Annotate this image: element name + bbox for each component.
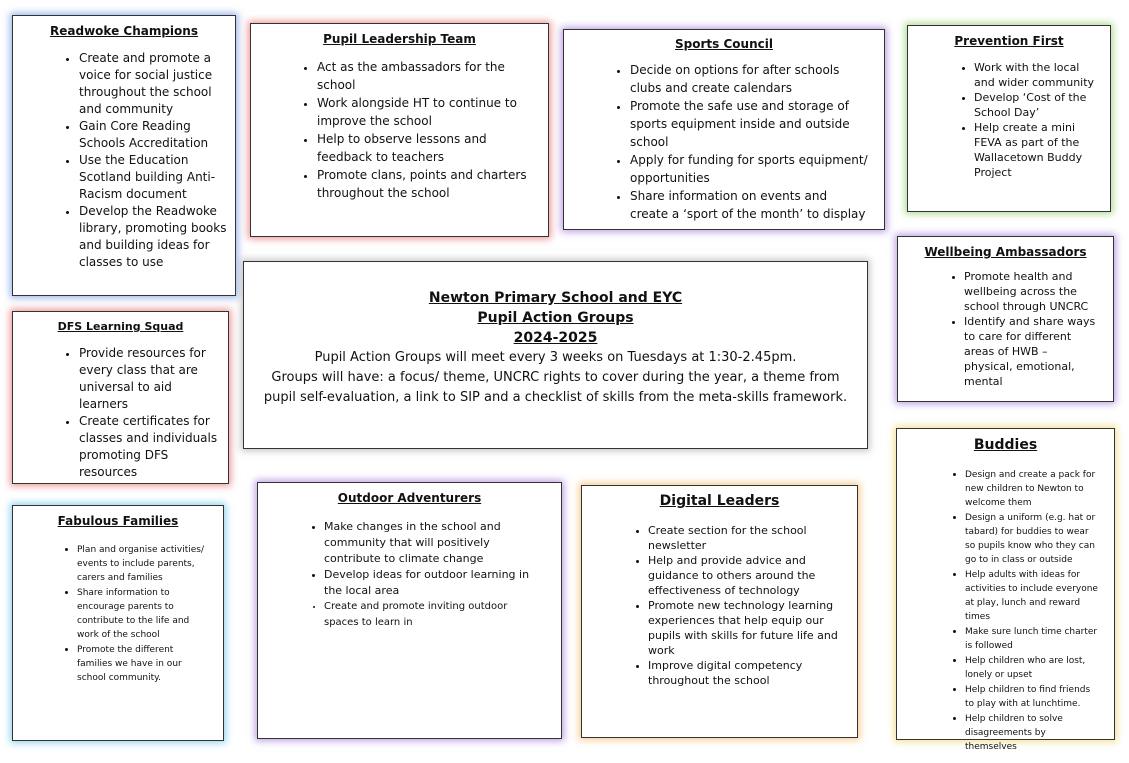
list-item: • Work with the local and wider community xyxy=(974,60,1098,90)
list-item: • Identify and share ways to care for different areas of HWB – physical, emotional, mental xyxy=(964,314,1099,389)
card-title: DFS Learning Squad xyxy=(57,320,184,333)
fabulous-families-card xyxy=(12,505,224,741)
list-item: • Promote clans, points and charters throughout the school xyxy=(317,166,536,202)
list-item: • Share information to encourage parents to contribute to the life and work of the school xyxy=(77,585,211,642)
card-title: Pupil Leadership Team xyxy=(323,32,476,46)
card-title: Digital Leaders xyxy=(659,493,780,509)
list-item: • Design a uniform (e.g. hat or tabard) for buddies to wear so pupils know who they can go to in class or outside xyxy=(965,510,1100,567)
card-title: Wellbeing Ambassadors xyxy=(924,245,1087,259)
card-title: Sports Council xyxy=(675,37,773,51)
wellbeing-ambassadors-card xyxy=(897,236,1114,402)
list-item: • Promote the safe use and storage of sports equipment inside and outside school xyxy=(630,97,868,151)
list-item: • Apply for funding for sports equipment/ opportunities xyxy=(630,151,868,187)
card-title: Readwoke Champions xyxy=(50,24,198,38)
list-item: • Improve digital competency throughout the school xyxy=(648,658,841,688)
list-item: • Design and create a pack for new children to Newton to welcome them xyxy=(965,467,1100,510)
sports-council-card xyxy=(563,29,885,230)
school-header-card xyxy=(243,261,868,449)
pupil-leadership-team-card xyxy=(250,23,549,237)
groups-title: Pupil Action Groups xyxy=(477,310,634,326)
list-item: • Help and provide advice and guidance to others around the effectiveness of technology xyxy=(648,553,841,598)
list-item: • Plan and organise activities/ events to include parents, carers and families xyxy=(77,542,211,585)
list-item: • Develop ‘Cost of the School Day’ xyxy=(974,90,1098,120)
list-item: • Decide on options for after schools clubs and create calendars xyxy=(630,61,868,97)
card-title: Outdoor Adventurers xyxy=(337,491,482,505)
buddies-card xyxy=(896,428,1115,752)
list-item: • Develop the Readwoke library, promoting books and building ideas for classes to use xyxy=(79,203,227,271)
groups-info: Groups will have: a focus/ theme, UNCRC rights to cover during the year, a theme from pupil self-evaluation, a link to SIP and a checklist of skills from the meta-skills framework. xyxy=(263,370,848,405)
outdoor-adventurers-card xyxy=(257,482,562,739)
list-item: • Make changes in the school and community that will positively contribute to climate change xyxy=(324,519,545,567)
list-item: • Promote health and wellbeing across the school through UNCRC xyxy=(964,269,1099,314)
list-item: • Gain Core Reading Schools Accreditation xyxy=(79,118,227,152)
card-title: Buddies xyxy=(973,437,1038,453)
school-title: Newton Primary School and EYC xyxy=(428,290,683,306)
list-item: • Help create a mini FEVA as part of the Wallacetown Buddy Project xyxy=(974,120,1098,180)
digital-leaders-card xyxy=(581,485,858,738)
year-title: 2024-2025 xyxy=(513,330,598,346)
list-item: • Help adults with ideas for activities to include everyone at play, lunch and reward times xyxy=(965,567,1100,624)
readwoke-champions-card xyxy=(12,15,236,296)
list-item: • Help children to find friends to play with at lunchtime. xyxy=(965,682,1100,711)
list-item: • Create and promote inviting outdoor spaces to learn in xyxy=(324,599,545,631)
meeting-info: Pupil Action Groups will meet every 3 weeks on Tuesdays at 1:30-2.45pm. xyxy=(314,350,797,365)
list-item: • Act as the ambassadors for the school xyxy=(317,58,536,94)
prevention-first-card xyxy=(907,25,1111,212)
card-title: Fabulous Families xyxy=(57,514,179,528)
list-item: • Help children who are lost, lonely or upset xyxy=(965,653,1100,682)
list-item: • Provide resources for every class that are universal to aid learners xyxy=(79,345,220,413)
list-item: • Create certificates for classes and individuals promoting DFS resources xyxy=(79,413,220,481)
list-item: • Promote new technology learning experiences that help equip our pupils with skills for future life and work xyxy=(648,598,841,658)
list-item: • Create and promote a voice for social justice throughout the school and community xyxy=(79,50,227,118)
dfs-learning-squad-card xyxy=(12,311,229,484)
list-item: • Help to observe lessons and feedback to teachers xyxy=(317,130,536,166)
list-item: • Work alongside HT to continue to improve the school xyxy=(317,94,536,130)
list-item: • Make sure lunch time charter is followed xyxy=(965,624,1100,653)
list-item: • Create section for the school newsletter xyxy=(648,523,841,553)
list-item: • Promote the different families we have in our school community. xyxy=(77,642,211,685)
card-title: Prevention First xyxy=(954,34,1064,48)
list-item: • Share information on events and create a ‘sport of the month’ to display xyxy=(630,187,868,223)
list-item: • Help children to solve disagreements by themselves xyxy=(965,711,1100,754)
list-item: • Develop ideas for outdoor learning in the local area xyxy=(324,567,545,599)
list-item: • Use the Education Scotland building Anti-Racism document xyxy=(79,152,227,203)
